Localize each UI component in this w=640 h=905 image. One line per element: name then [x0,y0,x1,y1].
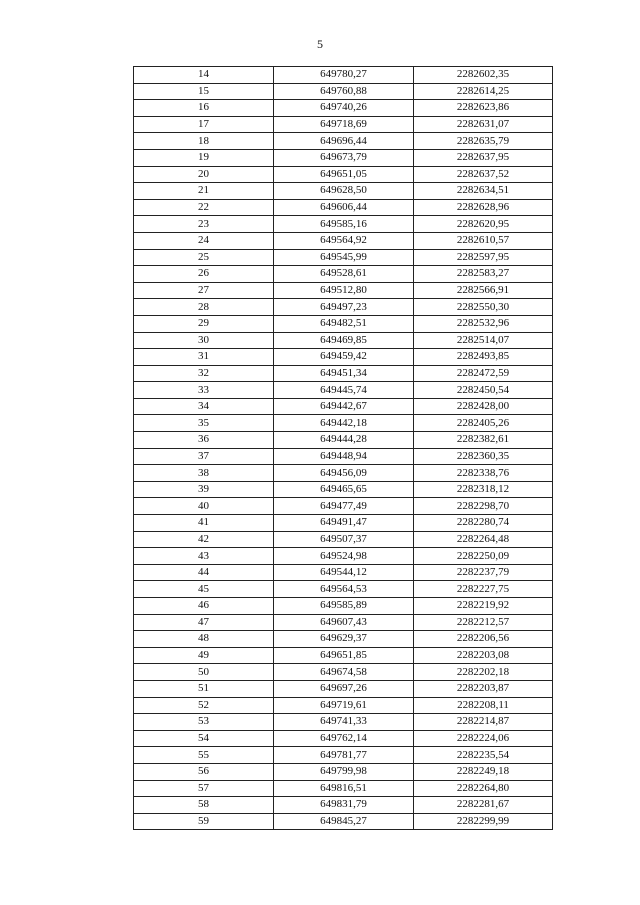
point-number-cell: 16 [134,100,274,117]
y-coordinate-cell: 2282623,86 [414,100,553,117]
x-coordinate-cell: 649482,51 [274,315,414,332]
point-number-cell: 34 [134,398,274,415]
x-coordinate-cell: 649651,85 [274,647,414,664]
point-number-cell: 35 [134,415,274,432]
x-coordinate-cell: 649816,51 [274,780,414,797]
y-coordinate-cell: 2282566,91 [414,282,553,299]
point-number-cell: 44 [134,564,274,581]
table-row [134,415,553,432]
table-row [134,183,553,200]
point-number-cell: 58 [134,797,274,814]
y-coordinate-cell: 2282637,95 [414,149,553,166]
y-coordinate-cell: 2282550,30 [414,299,553,316]
coordinates-table-body [134,67,553,830]
x-coordinate-cell: 649451,34 [274,365,414,382]
x-coordinate-cell: 649585,16 [274,216,414,233]
point-number-cell: 47 [134,614,274,631]
table-row [134,166,553,183]
point-number-cell: 32 [134,365,274,382]
table-row [134,680,553,697]
table-row [134,697,553,714]
y-coordinate-cell: 2282203,08 [414,647,553,664]
point-number-cell: 30 [134,332,274,349]
y-coordinate-cell: 2282405,26 [414,415,553,432]
table-row [134,216,553,233]
y-coordinate-cell: 2282338,76 [414,465,553,482]
y-coordinate-cell: 2282514,07 [414,332,553,349]
y-coordinate-cell: 2282219,92 [414,598,553,615]
x-coordinate-cell: 649760,88 [274,83,414,100]
table-row [134,647,553,664]
table-row [134,614,553,631]
table-row [134,548,553,565]
table-row [134,598,553,615]
x-coordinate-cell: 649607,43 [274,614,414,631]
y-coordinate-cell: 2282583,27 [414,266,553,283]
point-number-cell: 57 [134,780,274,797]
x-coordinate-cell: 649697,26 [274,680,414,697]
point-number-cell: 25 [134,249,274,266]
y-coordinate-cell: 2282472,59 [414,365,553,382]
y-coordinate-cell: 2282202,18 [414,664,553,681]
table-row [134,133,553,150]
y-coordinate-cell: 2282208,11 [414,697,553,714]
y-coordinate-cell: 2282450,54 [414,382,553,399]
table-row [134,398,553,415]
point-number-cell: 43 [134,548,274,565]
x-coordinate-cell: 649564,53 [274,581,414,598]
point-number-cell: 39 [134,481,274,498]
point-number-cell: 28 [134,299,274,316]
table-row [134,763,553,780]
table-row [134,780,553,797]
y-coordinate-cell: 2282212,57 [414,614,553,631]
y-coordinate-cell: 2282620,95 [414,216,553,233]
x-coordinate-cell: 649491,47 [274,515,414,532]
y-coordinate-cell: 2282493,85 [414,349,553,366]
point-number-cell: 48 [134,631,274,648]
point-number-cell: 15 [134,83,274,100]
point-number-cell: 26 [134,266,274,283]
table-row [134,564,553,581]
table-row [134,465,553,482]
y-coordinate-cell: 2282360,35 [414,448,553,465]
table-row [134,747,553,764]
table-row [134,349,553,366]
y-coordinate-cell: 2282610,57 [414,232,553,249]
x-coordinate-cell: 649651,05 [274,166,414,183]
point-number-cell: 53 [134,714,274,731]
table-row [134,448,553,465]
point-number-cell: 31 [134,349,274,366]
table-row [134,664,553,681]
y-coordinate-cell: 2282264,80 [414,780,553,797]
table-row [134,631,553,648]
table-row [134,714,553,731]
table-row [134,498,553,515]
y-coordinate-cell: 2282235,54 [414,747,553,764]
point-number-cell: 59 [134,813,274,830]
table-row [134,531,553,548]
point-number-cell: 20 [134,166,274,183]
x-coordinate-cell: 649477,49 [274,498,414,515]
table-row [134,100,553,117]
x-coordinate-cell: 649762,14 [274,730,414,747]
x-coordinate-cell: 649545,99 [274,249,414,266]
point-number-cell: 36 [134,432,274,449]
point-number-cell: 52 [134,697,274,714]
x-coordinate-cell: 649512,80 [274,282,414,299]
x-coordinate-cell: 649740,26 [274,100,414,117]
point-number-cell: 22 [134,199,274,216]
point-number-cell: 41 [134,515,274,532]
x-coordinate-cell: 649448,94 [274,448,414,465]
table-row [134,149,553,166]
x-coordinate-cell: 649456,09 [274,465,414,482]
table-row [134,232,553,249]
table-row [134,382,553,399]
x-coordinate-cell: 649465,65 [274,481,414,498]
table-row [134,83,553,100]
coordinates-table [133,66,553,830]
table-row [134,199,553,216]
y-coordinate-cell: 2282634,51 [414,183,553,200]
point-number-cell: 33 [134,382,274,399]
x-coordinate-cell: 649781,77 [274,747,414,764]
y-coordinate-cell: 2282280,74 [414,515,553,532]
table-row [134,365,553,382]
x-coordinate-cell: 649442,18 [274,415,414,432]
point-number-cell: 40 [134,498,274,515]
y-coordinate-cell: 2282628,96 [414,199,553,216]
y-coordinate-cell: 2282602,35 [414,67,553,84]
table-row [134,515,553,532]
point-number-cell: 54 [134,730,274,747]
x-coordinate-cell: 649674,58 [274,664,414,681]
table-row [134,481,553,498]
table-row [134,249,553,266]
y-coordinate-cell: 2282597,95 [414,249,553,266]
y-coordinate-cell: 2282206,56 [414,631,553,648]
point-number-cell: 55 [134,747,274,764]
table-row [134,299,553,316]
x-coordinate-cell: 649780,27 [274,67,414,84]
y-coordinate-cell: 2282264,48 [414,531,553,548]
x-coordinate-cell: 649741,33 [274,714,414,731]
point-number-cell: 17 [134,116,274,133]
table-row [134,282,553,299]
point-number-cell: 19 [134,149,274,166]
table-row [134,581,553,598]
y-coordinate-cell: 2282281,67 [414,797,553,814]
y-coordinate-cell: 2282318,12 [414,481,553,498]
y-coordinate-cell: 2282214,87 [414,714,553,731]
y-coordinate-cell: 2282298,70 [414,498,553,515]
y-coordinate-cell: 2282299,99 [414,813,553,830]
table-row [134,730,553,747]
point-number-cell: 38 [134,465,274,482]
y-coordinate-cell: 2282250,09 [414,548,553,565]
y-coordinate-cell: 2282635,79 [414,133,553,150]
point-number-cell: 29 [134,315,274,332]
x-coordinate-cell: 649445,74 [274,382,414,399]
x-coordinate-cell: 649444,28 [274,432,414,449]
y-coordinate-cell: 2282249,18 [414,763,553,780]
page-number: 5 [317,37,323,51]
point-number-cell: 27 [134,282,274,299]
table-row [134,432,553,449]
x-coordinate-cell: 649696,44 [274,133,414,150]
x-coordinate-cell: 649673,79 [274,149,414,166]
x-coordinate-cell: 649528,61 [274,266,414,283]
y-coordinate-cell: 2282382,61 [414,432,553,449]
x-coordinate-cell: 649469,85 [274,332,414,349]
y-coordinate-cell: 2282532,96 [414,315,553,332]
x-coordinate-cell: 649628,50 [274,183,414,200]
x-coordinate-cell: 649845,27 [274,813,414,830]
x-coordinate-cell: 649497,23 [274,299,414,316]
x-coordinate-cell: 649606,44 [274,199,414,216]
y-coordinate-cell: 2282631,07 [414,116,553,133]
point-number-cell: 21 [134,183,274,200]
y-coordinate-cell: 2282614,25 [414,83,553,100]
point-number-cell: 18 [134,133,274,150]
point-number-cell: 37 [134,448,274,465]
table-row [134,315,553,332]
x-coordinate-cell: 649799,98 [274,763,414,780]
table-row [134,813,553,830]
table-row [134,797,553,814]
point-number-cell: 42 [134,531,274,548]
y-coordinate-cell: 2282203,87 [414,680,553,697]
x-coordinate-cell: 649442,67 [274,398,414,415]
point-number-cell: 49 [134,647,274,664]
y-coordinate-cell: 2282224,06 [414,730,553,747]
x-coordinate-cell: 649564,92 [274,232,414,249]
point-number-cell: 23 [134,216,274,233]
point-number-cell: 14 [134,67,274,84]
x-coordinate-cell: 649831,79 [274,797,414,814]
table-row [134,332,553,349]
x-coordinate-cell: 649459,42 [274,349,414,366]
point-number-cell: 45 [134,581,274,598]
x-coordinate-cell: 649585,89 [274,598,414,615]
y-coordinate-cell: 2282637,52 [414,166,553,183]
table-row [134,266,553,283]
x-coordinate-cell: 649719,61 [274,697,414,714]
x-coordinate-cell: 649507,37 [274,531,414,548]
x-coordinate-cell: 649718,69 [274,116,414,133]
table-row [134,67,553,84]
x-coordinate-cell: 649544,12 [274,564,414,581]
point-number-cell: 50 [134,664,274,681]
point-number-cell: 46 [134,598,274,615]
x-coordinate-cell: 649629,37 [274,631,414,648]
x-coordinate-cell: 649524,98 [274,548,414,565]
point-number-cell: 51 [134,680,274,697]
point-number-cell: 24 [134,232,274,249]
point-number-cell: 56 [134,763,274,780]
y-coordinate-cell: 2282227,75 [414,581,553,598]
table-row [134,116,553,133]
y-coordinate-cell: 2282428,00 [414,398,553,415]
y-coordinate-cell: 2282237,79 [414,564,553,581]
